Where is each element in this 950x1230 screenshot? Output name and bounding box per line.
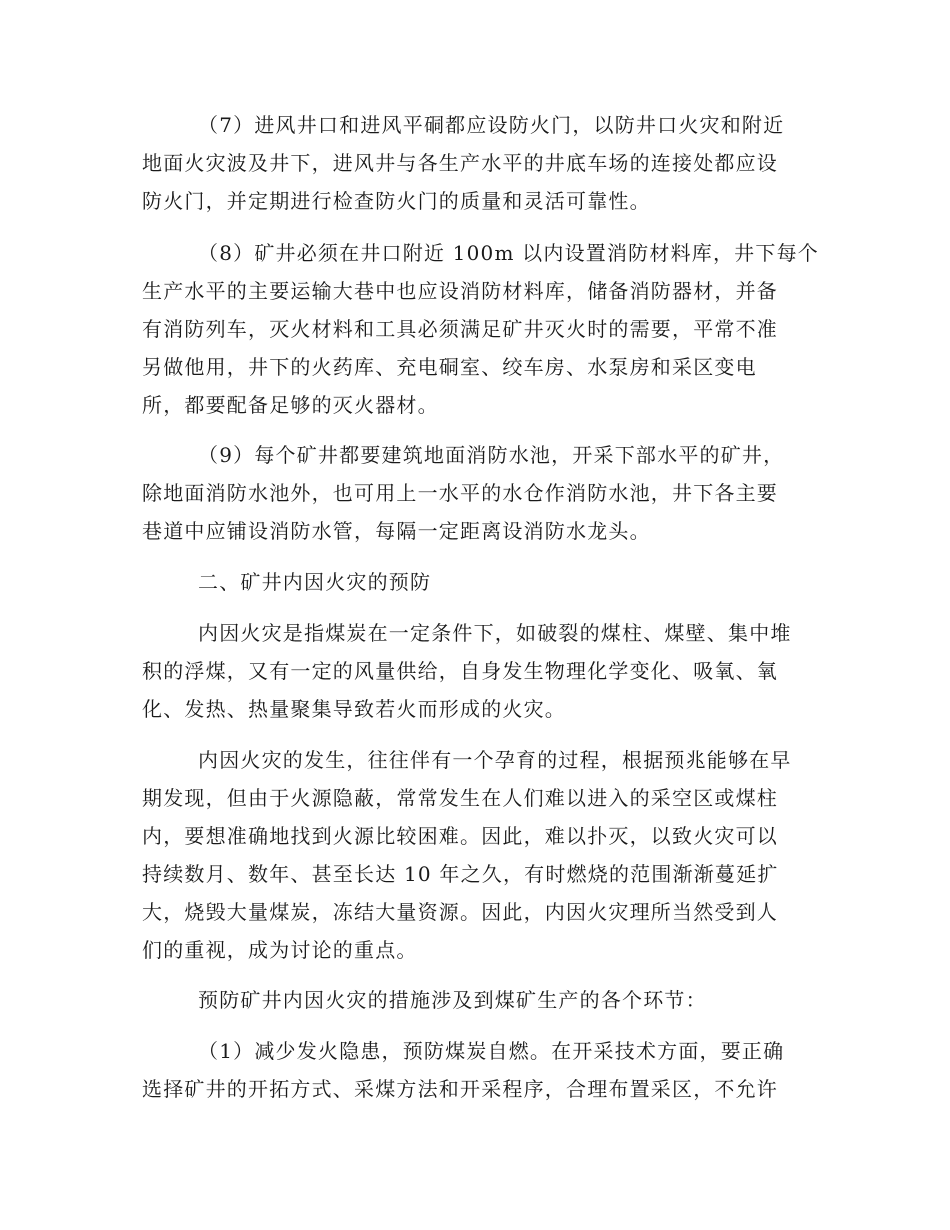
text-line: 们的重视，成为讨论的重点。: [142, 938, 418, 962]
heading-line: 二、矿井内因火灾的预防: [198, 570, 432, 594]
text-line: 持续数月、数年、甚至长达 10 年之久，有时燃烧的范围渐渐蔓延扩: [142, 862, 779, 886]
text-line: 预防矿井内因火灾的措施涉及到煤矿生产的各个环节：: [198, 988, 707, 1012]
paragraph-fire-door: [142, 106, 822, 220]
text-line: 所，都要配备足够的灭火器材。: [142, 393, 439, 417]
paragraph-internal-fire-occurrence: [142, 741, 822, 969]
text-line: 生产水平的主要运输大巷中也应设消防材料库，储备消防器材，并备: [142, 279, 778, 303]
section-heading: [142, 563, 822, 601]
text-line: 内因火灾的发生，往往伴有一个孕育的过程，根据预兆能够在早: [198, 748, 792, 772]
text-line: 除地面消防水池外，也可用上一水平的水仓作消防水池，井下各主要: [142, 481, 778, 505]
text-line: 大，烧毁大量煤炭，冻结大量资源。因此，内因火灾理所当然受到人: [142, 900, 778, 924]
paragraph-fire-water: [142, 436, 822, 550]
text-line: 地面火灾波及井下，进风井与各生产水平的井底车场的连接处都应设: [142, 151, 778, 175]
text-line: （7）进风井口和进风平硐都应设防火门，以防井口火灾和附近: [198, 113, 785, 137]
text-line: 内，要想准确地找到火源比较困难。因此，难以扑灭，以致火灾可以: [142, 824, 778, 848]
text-line: 另做他用，井下的火药库、充电硐室、绞车房、水泵房和采区变电: [142, 355, 757, 379]
paragraph-prevention-intro: [142, 981, 822, 1019]
text-line: （9）每个矿井都要建筑地面消防水池，开采下部水平的矿井，: [198, 443, 785, 467]
text-line: 有消防列车，灭火材料和工具必须满足矿井灭火时的需要，平常不准: [142, 317, 778, 341]
paragraph-fire-materials: [142, 234, 822, 424]
text-line: 积的浮煤，又有一定的风量供给，自身发生物理化学变化、吸氧、氧: [142, 659, 778, 683]
text-line: 期发现，但由于火源隐蔽，常常发生在人们难以进入的采空区或煤柱: [142, 786, 778, 810]
text-line: 化、发热、热量聚集导致若火而形成的火灾。: [142, 697, 566, 721]
text-line: 防火门，并定期进行检查防火门的质量和灵活可靠性。: [142, 189, 651, 213]
text-line: （1）减少发火隐患，预防煤炭自燃。在开采技术方面，要正确: [198, 1039, 785, 1063]
text-line: 巷道中应铺设消防水管，每隔一定距离设消防水龙头。: [142, 519, 651, 543]
text-line: （8）矿井必须在井口附近 100m 以内设置消防材料库，井下每个: [198, 241, 819, 265]
paragraph-prevention-item-1: [142, 1032, 822, 1108]
paragraph-internal-fire-definition: [142, 614, 822, 728]
text-line: 选择矿井的开拓方式、采煤方法和开采程序，合理布置采区，不允许: [142, 1077, 778, 1101]
text-line: 内因火灾是指煤炭在一定条件下，如破裂的煤柱、煤壁、集中堆: [198, 621, 792, 645]
